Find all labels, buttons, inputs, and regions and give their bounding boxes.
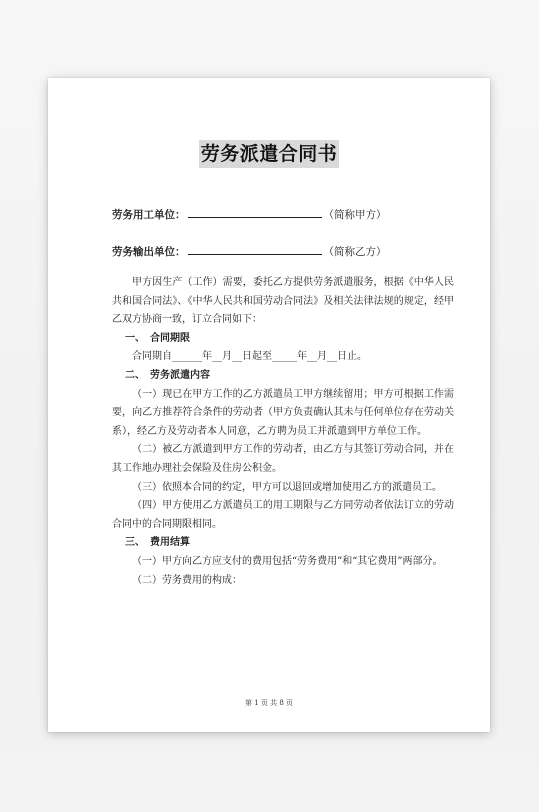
provider-field — [112, 243, 387, 260]
provider-suffix: （简称乙方） — [323, 246, 387, 258]
contract-body — [112, 274, 454, 590]
dispatch-paragraph-2: （二）被乙方派遣到甲方工作的劳动者，由乙方与其签订劳动合同，并在其工作地办理社会保险及住房公积金。 — [112, 444, 454, 474]
employer-field — [112, 206, 387, 223]
employer-label: 劳务用工单位： — [112, 209, 186, 221]
settlement-paragraph-1: （一）甲方向乙方应支付的费用包括“劳务费用”和“其它费用”两部分。 — [132, 555, 443, 567]
intro-paragraph: 甲方因生产（工作）需要，委托乙方提供劳务派遣服务，根据《中华人民共和国合同法》、《中华人民共和国劳动合同法》及相关法律法规的规定，经甲乙双方协商一致，订立合同如下： — [112, 277, 454, 326]
term-paragraph: 合同期自______年__月__日起至_____年__月__日止。 — [132, 351, 367, 363]
page-footer: 第 1 页 共 8 页 — [244, 699, 294, 707]
title-wrap — [48, 140, 490, 168]
document-page — [48, 78, 490, 732]
dispatch-paragraph-4: （四）甲方使用乙方派遣员工的用工期限与乙方同劳动者依法订立的劳动合同中的合同期限相同。 — [112, 500, 454, 530]
section-heading-settlement: 三、 费用结算 — [125, 537, 190, 549]
section-heading-dispatch: 二、 劳务派遣内容 — [125, 369, 210, 381]
provider-blank-line — [188, 243, 322, 255]
employer-blank-line — [188, 206, 322, 218]
section-heading-term: 一、 合同期限 — [125, 332, 190, 344]
dispatch-paragraph-3: （三）依照本合同的约定，甲方可以退回或增加使用乙方的派遣员工。 — [132, 481, 442, 493]
dispatch-paragraph-1: （一）现已在甲方工作的乙方派遣员工甲方继续留用；甲方可根据工作需要，向乙方推荐符合条件的劳动者（甲方负责确认其未与任何单位存在劳动关系），经乙方及劳动者本人同意，乙方聘为员工并派遣到甲方单位工作。 — [112, 388, 454, 437]
employer-suffix: （简称甲方） — [323, 209, 387, 221]
document-title: 劳务派遣合同书 — [199, 140, 340, 168]
provider-label: 劳务输出单位： — [112, 246, 186, 258]
settlement-paragraph-2: （二）劳务费用的构成： — [132, 574, 242, 586]
